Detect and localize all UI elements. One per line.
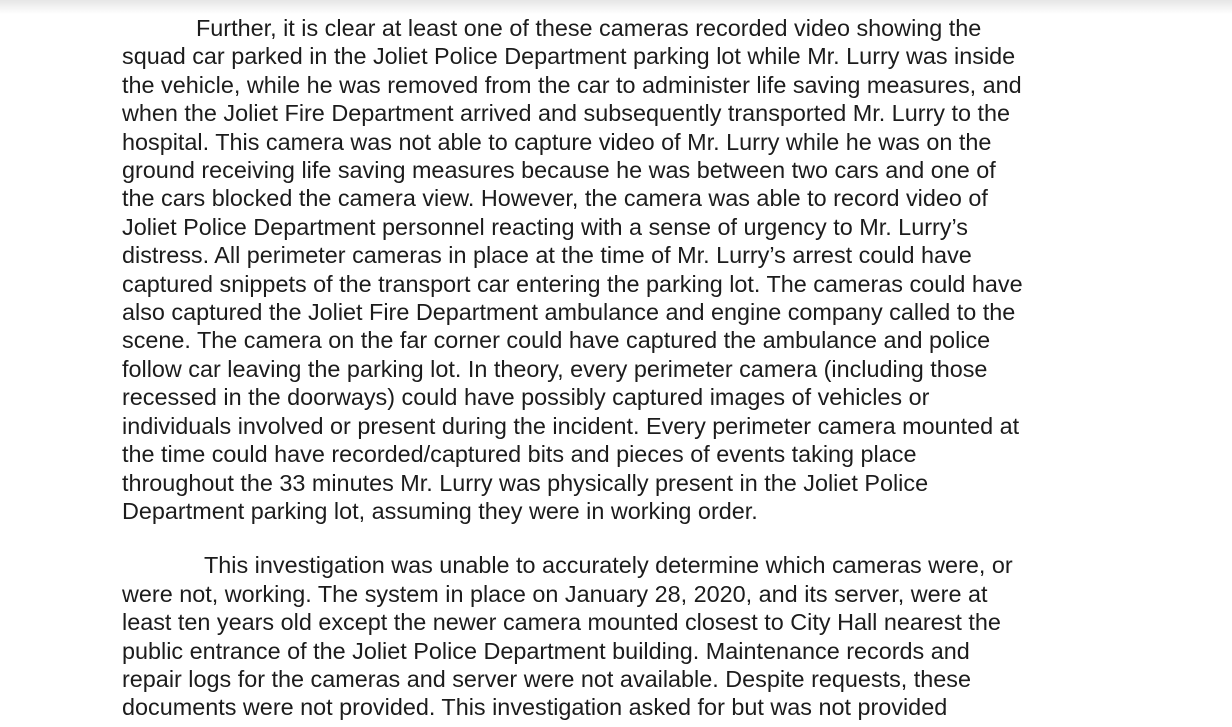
text-line: captured snippets of the transport car entering the parking lot. The cameras could have (122, 270, 1023, 297)
text-line: This investigation was unable to accurately determine which cameras were, or (204, 552, 1013, 579)
text-line: Joliet Police Department personnel reacting with a sense of urgency to Mr. Lurry’s (122, 213, 968, 240)
text-line: also captured the Joliet Fire Department ambulance and engine company called to the (122, 299, 1016, 326)
text-line: recessed in the doorways) could have possibly captured images of vehicles or (122, 384, 930, 411)
text-line: hospital. This camera was not able to capture video of Mr. Lurry while he was on the (122, 128, 992, 155)
scan-top-edge (0, 0, 1232, 14)
text-line: public entrance of the Joliet Police Department building. Maintenance records and (122, 637, 970, 664)
paragraph-spacer (122, 525, 1112, 551)
text-line: the cars blocked the camera view. However, the camera was able to record video of (122, 185, 988, 212)
text-line: distress. All perimeter cameras in place at the time of Mr. Lurry’s arrest could have (122, 242, 972, 269)
paragraph-camera-status (122, 551, 1112, 721)
text-line: squad car parked in the Joliet Police Department parking lot while Mr. Lurry was inside (122, 43, 1016, 70)
text-line: Further, it is clear at least one of these cameras recorded video showing the (196, 15, 982, 41)
text-line: scene. The camera on the far corner could have captured the ambulance and police (122, 327, 991, 354)
text-line: the vehicle, while he was removed from the car to administer life saving measures, and (122, 71, 1022, 98)
text-line: the time could have recorded/captured bits and pieces of events taking place (122, 441, 917, 468)
text-line: throughout the 33 minutes Mr. Lurry was physically present in the Joliet Police (122, 469, 929, 496)
text-line: when the Joliet Fire Department arrived and subsequently transported Mr. Lurry to the (122, 100, 1010, 127)
document-page (122, 14, 1112, 722)
text-line: Department parking lot, assuming they were in working order. (122, 497, 758, 524)
text-line: ground receiving life saving measures because he was between two cars and one of (122, 157, 996, 184)
text-line: least ten years old except the newer camera mounted closest to City Hall nearest the (122, 609, 1001, 636)
text-line: documents were not provided. This investigation asked for but was not provided (122, 694, 948, 721)
text-line: repair logs for the cameras and server were not available. Despite requests, these (122, 665, 971, 692)
text-line: individuals involved or present during the incident. Every perimeter camera mounted at (122, 412, 1020, 439)
paragraph-camera-footage (122, 14, 1112, 525)
text-line: were not, working. The system in place on January 28, 2020, and its server, were at (122, 580, 988, 607)
text-line: follow car leaving the parking lot. In theory, every perimeter camera (including those (122, 355, 988, 382)
